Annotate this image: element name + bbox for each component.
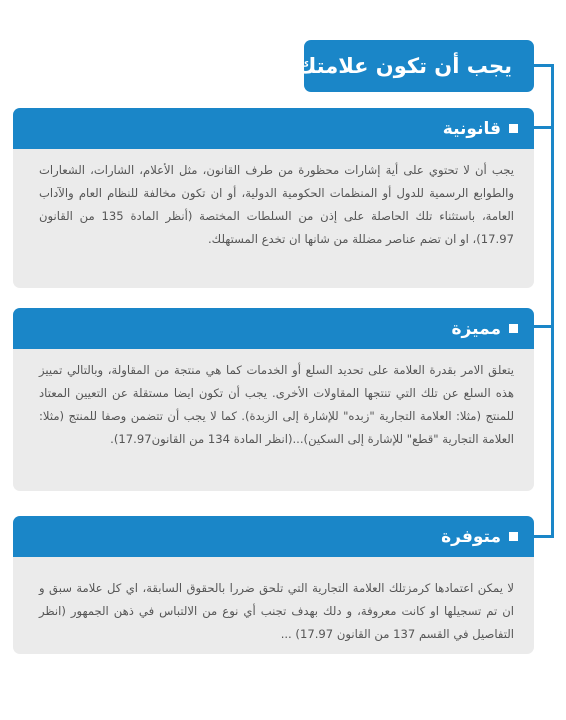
square-bullet-icon: [509, 532, 518, 541]
diagram-title: يجب أن تكون علامتك: [304, 40, 534, 92]
square-bullet-icon: [509, 324, 518, 333]
connector-card-distinctive: [534, 325, 554, 328]
card-header: [13, 308, 534, 349]
card-header: [13, 516, 534, 557]
card-heading: مميزة: [451, 318, 501, 339]
card-available: [13, 516, 534, 654]
card-body-text: يجب أن لا تحتوي على أية إشارات محظورة من طرف القانون، مثل الأعلام، الشارات، الشعارات والطوابع الرسمية للدول أو المنظمات الحكومية الدولية، أو ان تكون مخالفة للنظام العام والآداب العامة، باستثناء تلك الحاصلة على إذن من السلطات المختصة (أنظر المادة 135 من القانون 17.97)، او ان تضم عناصر مضللة من شانها ان تخدع المستهلك.: [39, 163, 514, 246]
card-distinctive: [13, 308, 534, 491]
connector-title: [534, 64, 554, 67]
card-legal: [13, 108, 534, 288]
connector-card-available: [534, 535, 554, 538]
square-bullet-icon: [509, 124, 518, 133]
card-body-text: يتعلق الامر بقدرة العلامة على تحديد السلع أو الخدمات كما هي منتجة من المقاولة، وبالتالي تمييز هذه السلع عن تلك التي تنتجها المقاولات الأخرى. يجب أن تكون ايضا مستقلة عن التعيين المعتاد للمنتج (مثلا: العلامة التجارية "زبده" للإشارة إلى الزبدة). كما لا يجب أن تتضمن وصفا للمنتج (مثلا: العلامة التجارية "قطع" للإشارة إلى السكين)...(انظر المادة 134 من القانون17.97).: [39, 363, 514, 446]
connector-card-legal: [534, 126, 554, 129]
card-body-text: لا يمكن اعتمادها كرمزتلك العلامة التجارية التي تلحق ضررا بالحقوق السابقة، اي كل علامة سبق و ان تم تسجيلها او كانت معروفة، و دلك بهدف تجنب أي نوع من الالتباس في ذهن الجمهور (انظر التفاصيل في القسم 137 من القانون 17.97) ...: [39, 581, 514, 641]
card-heading: قانونية: [442, 118, 501, 139]
connector-vertical-line: [551, 64, 554, 537]
card-heading: متوفرة: [441, 526, 501, 547]
card-header: [13, 108, 534, 149]
